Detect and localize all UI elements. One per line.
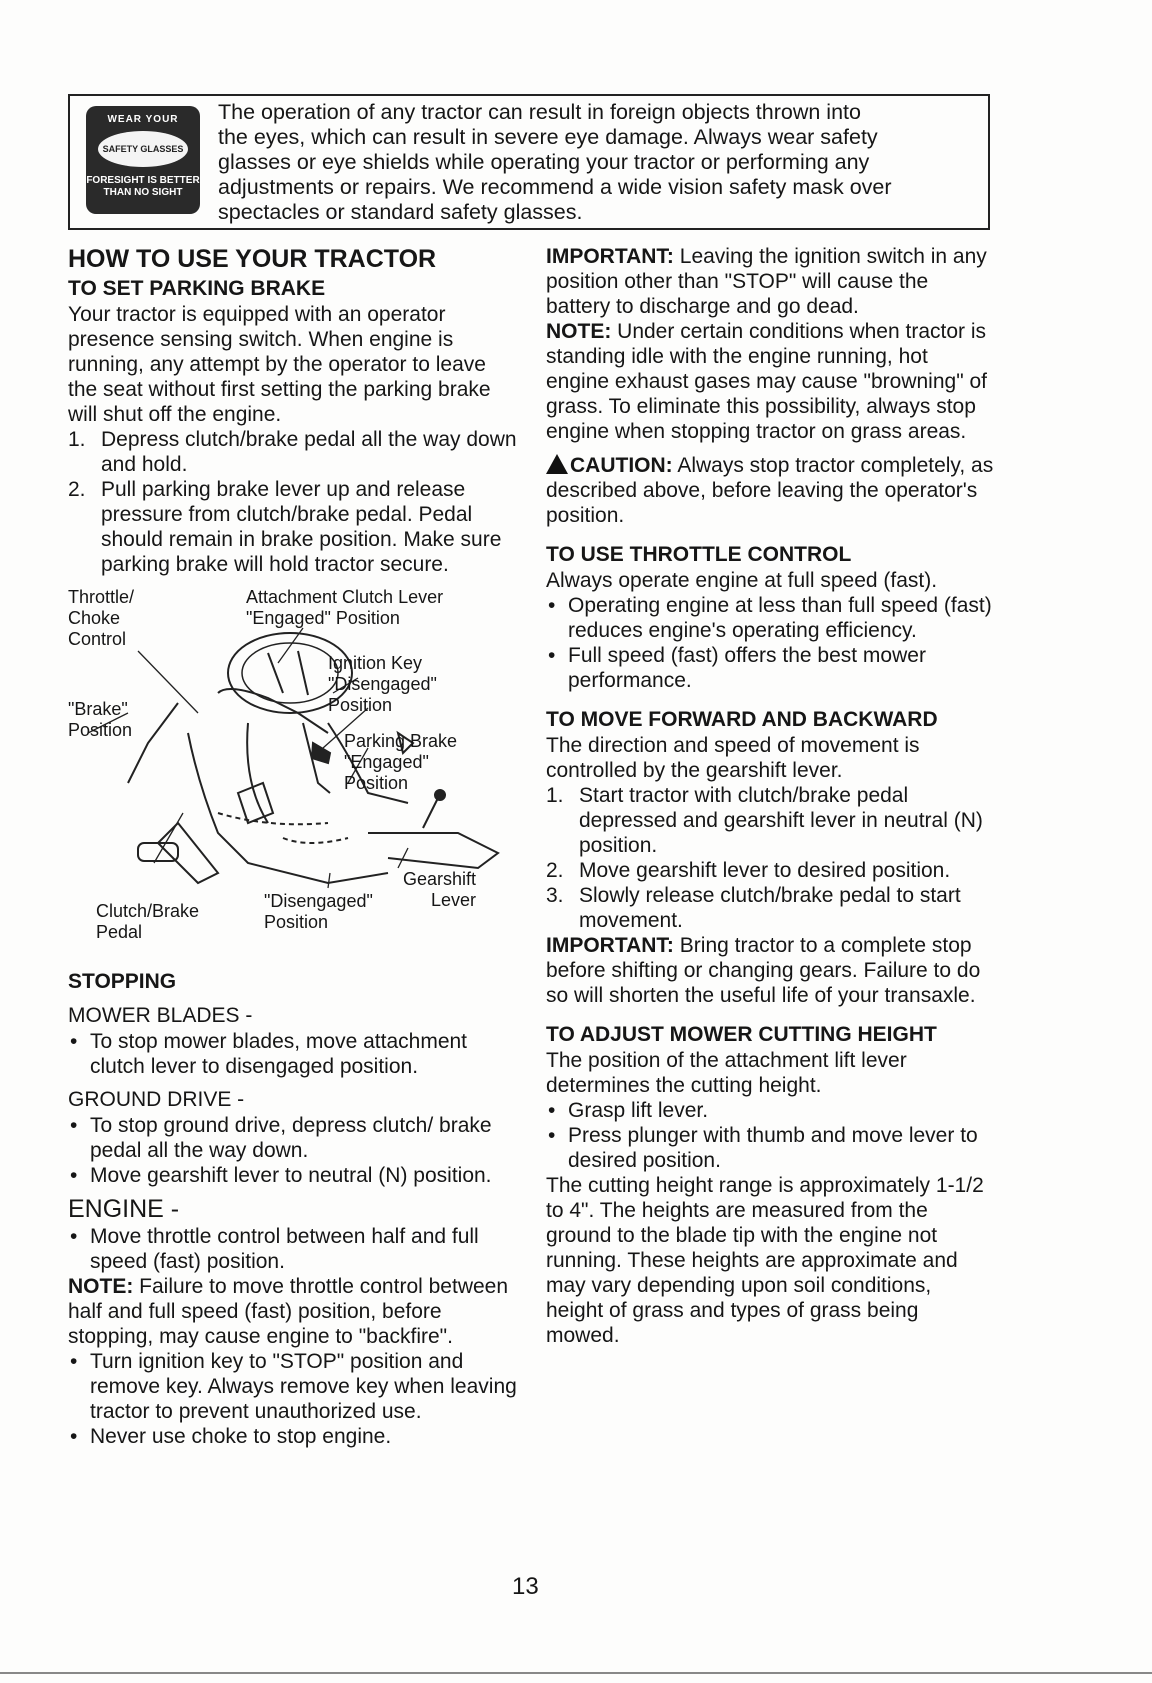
throttle-heading: TO USE THROTTLE CONTROL: [546, 543, 852, 566]
ground-drive-heading: GROUND DRIVE -: [68, 1088, 245, 1111]
left-column: [68, 244, 518, 1449]
parking-brake-heading: TO SET PARKING BRAKE: [68, 277, 326, 300]
throttle-label: Throttle/ Choke Control: [68, 587, 135, 649]
tractor-controls-diagram: [68, 583, 518, 961]
important-ignition: IMPORTANT: Leaving the ignition switch in any position other than "STOP" will cause the battery to discharge and go dead.: [546, 245, 987, 318]
list-item: 2. Pull parking brake lever up and release pressure from clutch/brake pedal. Pedal should remain in brake position. Make sure parking brake will hold tractor secure.: [68, 478, 502, 576]
list-item: • Move throttle control between half and full speed (fast) position.: [70, 1225, 479, 1273]
clutch-brake-label: Clutch/Brake Pedal: [96, 901, 200, 942]
list-item: 1. Depress clutch/brake pedal all the way down and hold.: [68, 428, 517, 476]
bottom-rule: [0, 1672, 1152, 1674]
list-item: • Full speed (fast) offers the best mower performance.: [548, 644, 926, 692]
page-number: 13: [512, 1573, 539, 1600]
engine-note: NOTE: Failure to move throttle control between half and full speed (fast) position, before stopping, may cause engine to "backfire".: [68, 1275, 509, 1348]
attachment-label: Attachment Clutch Lever "Engaged" Position: [246, 587, 444, 628]
section-title: HOW TO USE YOUR TRACTOR: [68, 245, 437, 273]
list-item: 2. Move gearshift lever to desired position.: [546, 859, 951, 882]
engine-heading: ENGINE -: [68, 1195, 180, 1223]
list-item: • Move gearshift lever to neutral (N) position.: [70, 1164, 492, 1187]
cutting-height-heading: TO ADJUST MOWER CUTTING HEIGHT: [546, 1023, 937, 1046]
caution-note: CAUTION: Always stop tractor completely, as described above, before leaving the operator's position.: [546, 454, 994, 527]
parking-brake-intro: Your tractor is equipped with an operator presence sensing switch. When engine is running, any attempt by the operator to leave the seat without first setting the parking brake will shut off the engine.: [68, 303, 491, 426]
list-item: • To stop mower blades, move attachment clutch lever to disengaged position.: [70, 1030, 468, 1078]
throttle-intro: Always operate engine at full speed (fast).: [546, 569, 938, 592]
list-item: 3. Slowly release clutch/brake pedal to start movement.: [546, 884, 961, 932]
ignition-label: Ignition Key "Disengaged" Position: [328, 653, 437, 715]
disengaged-label: "Disengaged" Position: [264, 891, 373, 932]
cutting-height-intro: The position of the attachment lift lever determines the cutting height.: [546, 1049, 907, 1097]
brake-position-label: "Brake" Position: [68, 699, 133, 740]
forward-backward-heading: TO MOVE FORWARD AND BACKWARD: [546, 708, 938, 731]
forward-intro: The direction and speed of movement is controlled by the gearshift lever.: [546, 734, 920, 782]
caution-icon: [546, 454, 568, 474]
cutting-height-outro: The cutting height range is approximately 1-1/2 to 4". The heights are measured from the ground to the blade tip with the engine not running. These heights are approximate and may vary depending upon soil conditions, height of grass and types of grass being mowed.: [546, 1174, 984, 1347]
important-gears: IMPORTANT: Bring tractor to a complete stop before shifting or changing gears. Failure to do so will shorten the useful life of your transaxle.: [546, 934, 981, 1007]
list-item: • To stop ground drive, depress clutch/ brake pedal all the way down.: [70, 1114, 492, 1162]
warning-text: The operation of any tractor can result in foreign objects thrown into the eyes, which can result in severe eye damage. Always wear safety glasses or eye shields while operating your tractor or performing any adjustments or repairs. We recommend a wide vision safety mask over spectacles or standard safety glasses.: [218, 100, 892, 224]
list-item: • Operating engine at less than full speed (fast) reduces engine's operating efficiency.: [548, 594, 992, 642]
list-item: • Press plunger with thumb and move lever to desired position.: [548, 1124, 978, 1172]
parking-brake-label: Parking Brake "Engaged" Position: [344, 731, 458, 793]
list-item: • Never use choke to stop engine.: [70, 1425, 392, 1448]
gearshift-label: Gearshift Lever: [402, 869, 476, 910]
stopping-heading: STOPPING: [68, 970, 177, 993]
list-item: 1. Start tractor with clutch/brake pedal depressed and gearshift lever in neutral (N) position.: [546, 784, 983, 857]
mower-blades-heading: MOWER BLADES -: [68, 1004, 253, 1027]
browning-note: NOTE: Under certain conditions when tractor is standing idle with the engine running, hot engine exhaust gases may cause "browning" of grass. To eliminate this possibility, always stop engine when stopping tractor on grass areas.: [546, 320, 988, 443]
safety-glasses-warning: [68, 94, 990, 230]
safety-glasses-logo: WEAR YOUR SAFETY GLASSES FORESIGHT IS BETTER THAN NO SIGHT: [86, 106, 200, 214]
list-item: • Grasp lift lever.: [548, 1099, 709, 1122]
list-item: • Turn ignition key to "STOP" position and remove key. Always remove key when leaving tractor to prevent unauthorized use.: [70, 1350, 517, 1423]
right-column: [546, 244, 994, 1348]
